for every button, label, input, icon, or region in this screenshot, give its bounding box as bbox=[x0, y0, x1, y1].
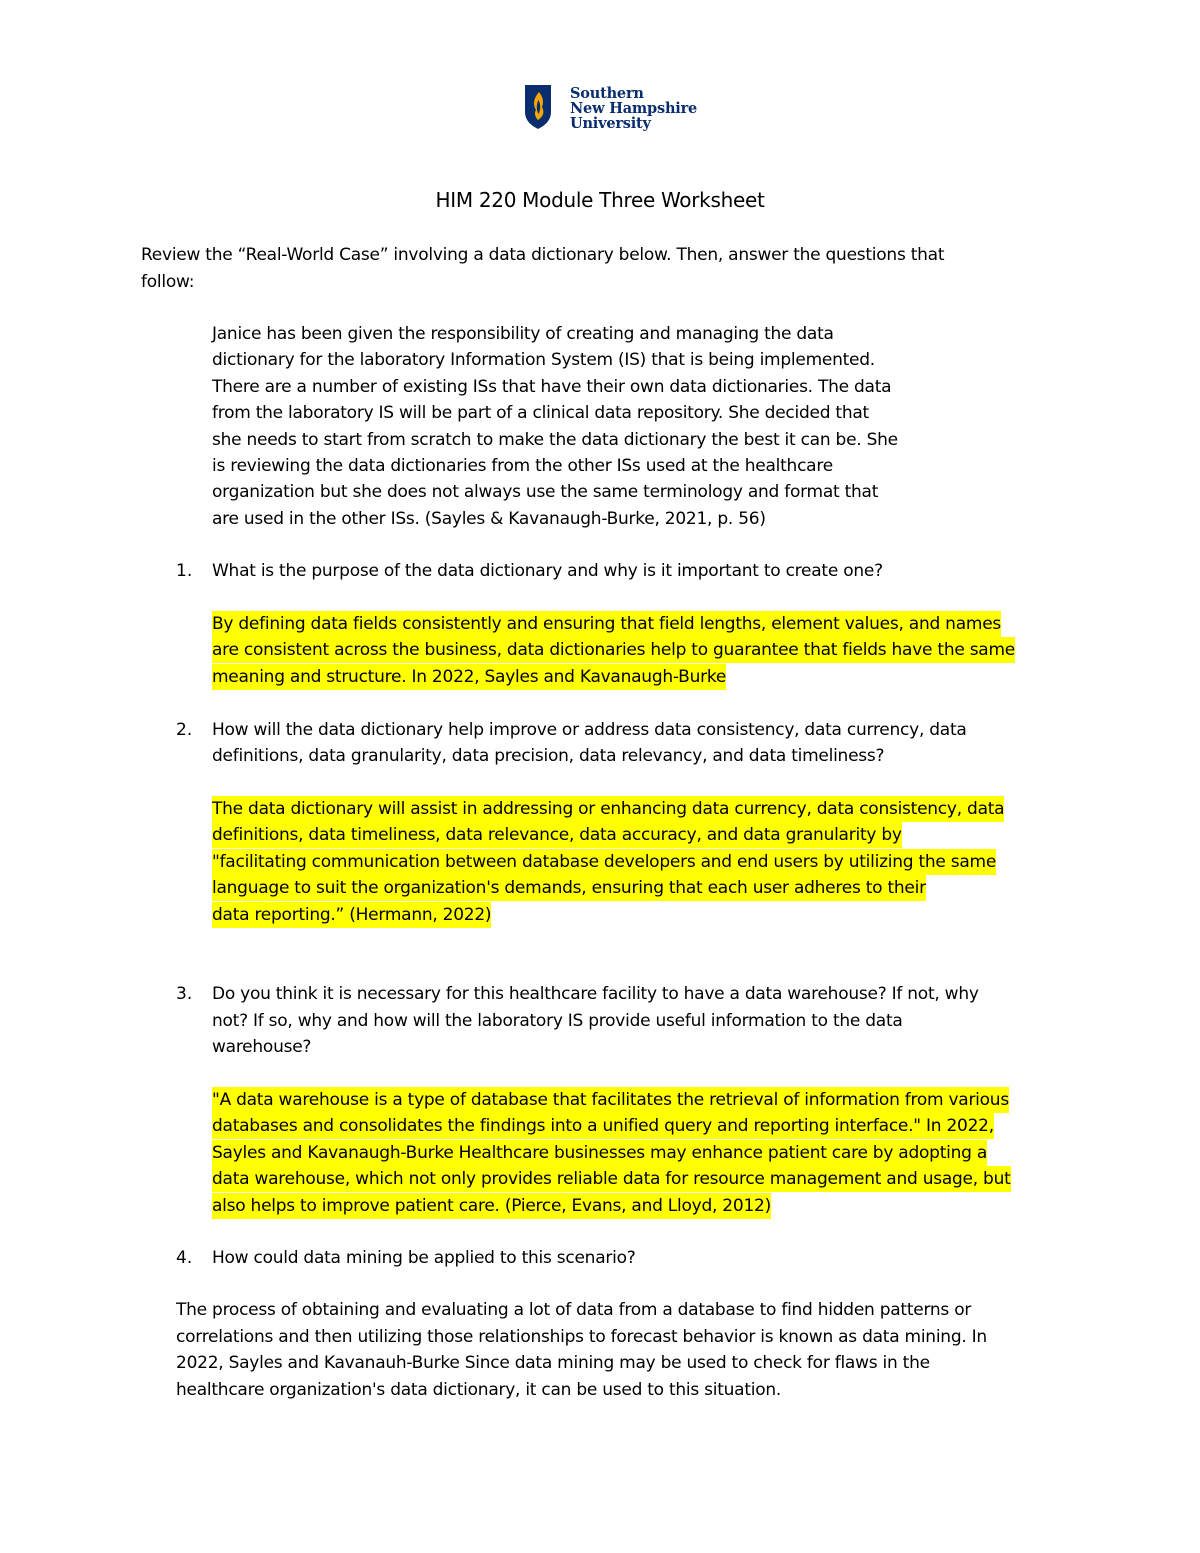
question-text: not? If so, why and how will the laboratory IS provide useful information to the data bbox=[212, 1011, 903, 1031]
university-logo bbox=[524, 84, 698, 134]
question-number: 1. bbox=[176, 561, 193, 581]
answer-line: By defining data fields consistently and ensuring that field lengths, element values, and names bbox=[212, 611, 1001, 637]
answer-line: The data dictionary will assist in addressing or enhancing data currency, data consistency, data bbox=[212, 796, 1004, 822]
case-line: from the laboratory IS will be part of a clinical data repository. She decided that bbox=[212, 403, 869, 423]
answer-line: 2022, Sayles and Kavanauh-Burke Since data mining may be used to check for flaws in the bbox=[176, 1353, 930, 1373]
case-line: dictionary for the laboratory Information System (IS) that is being implemented. bbox=[212, 350, 875, 370]
case-line: There are a number of existing ISs that have their own data dictionaries. The data bbox=[212, 377, 892, 397]
answer-line: are consistent across the business, data dictionaries help to guarantee that fields have the same bbox=[212, 637, 1015, 663]
answer-line: healthcare organization's data dictionary, it can be used to this situation. bbox=[176, 1380, 782, 1400]
intro-line: follow: bbox=[141, 272, 195, 292]
answer-line: data reporting.” (Hermann, 2022) bbox=[212, 902, 491, 928]
logo-line-1: Southern bbox=[570, 85, 644, 102]
answer-line: language to suit the organization's demands, ensuring that each user adheres to their bbox=[212, 875, 926, 901]
question-number: 3. bbox=[176, 984, 193, 1004]
answer-line: definitions, data timeliness, data relevance, data accuracy, and data granularity by bbox=[212, 822, 902, 848]
page-title: HIM 220 Module Three Worksheet bbox=[435, 188, 765, 212]
question-number: 4. bbox=[176, 1248, 193, 1268]
question-text: warehouse? bbox=[212, 1037, 312, 1057]
question-text: How will the data dictionary help improve or address data consistency, data currency, data bbox=[212, 720, 967, 740]
logo-line-2: New Hampshire bbox=[570, 100, 698, 117]
case-line: is reviewing the data dictionaries from the other ISs used at the healthcare bbox=[212, 456, 833, 476]
answer-line: "facilitating communication between database developers and end users by utilizing the same bbox=[212, 849, 996, 875]
answer-line: databases and consolidates the findings into a unified query and reporting interface." In 2022, bbox=[212, 1113, 994, 1139]
logo-line-3: University bbox=[570, 115, 651, 132]
answer-line: correlations and then utilizing those relationships to forecast behavior is known as data mining. In bbox=[176, 1327, 987, 1347]
case-line: are used in the other ISs. (Sayles & Kavanaugh-Burke, 2021, p. 56) bbox=[212, 509, 766, 529]
answer-line: Sayles and Kavanaugh-Burke Healthcare businesses may enhance patient care by adopting a bbox=[212, 1140, 987, 1166]
answer-line: "A data warehouse is a type of database that facilitates the retrieval of information from various bbox=[212, 1087, 1009, 1113]
question-text: definitions, data granularity, data precision, data relevancy, and data timeliness? bbox=[212, 746, 885, 766]
logo-wordmark bbox=[570, 86, 697, 131]
answer-line: meaning and structure. In 2022, Sayles and Kavanaugh-Burke bbox=[212, 664, 726, 690]
answer-line: The process of obtaining and evaluating a lot of data from a database to find hidden patterns or bbox=[176, 1300, 972, 1320]
intro-line: Review the “Real-World Case” involving a data dictionary below. Then, answer the questions that bbox=[141, 245, 945, 265]
answer-line: also helps to improve patient care. (Pierce, Evans, and Lloyd, 2012) bbox=[212, 1193, 771, 1219]
question-text: How could data mining be applied to this scenario? bbox=[212, 1248, 636, 1268]
case-line: she needs to start from scratch to make the data dictionary the best it can be. She bbox=[212, 430, 898, 450]
question-text: What is the purpose of the data dictionary and why is it important to create one? bbox=[212, 561, 883, 581]
case-line: Janice has been given the responsibility of creating and managing the data bbox=[212, 324, 834, 344]
question-number: 2. bbox=[176, 720, 193, 740]
case-line: organization but she does not always use the same terminology and format that bbox=[212, 482, 879, 502]
shield-logo-icon bbox=[524, 84, 552, 130]
question-text: Do you think it is necessary for this healthcare facility to have a data warehouse? If not, why bbox=[212, 984, 979, 1004]
answer-line: data warehouse, which not only provides reliable data for resource management and usage, but bbox=[212, 1166, 1011, 1192]
